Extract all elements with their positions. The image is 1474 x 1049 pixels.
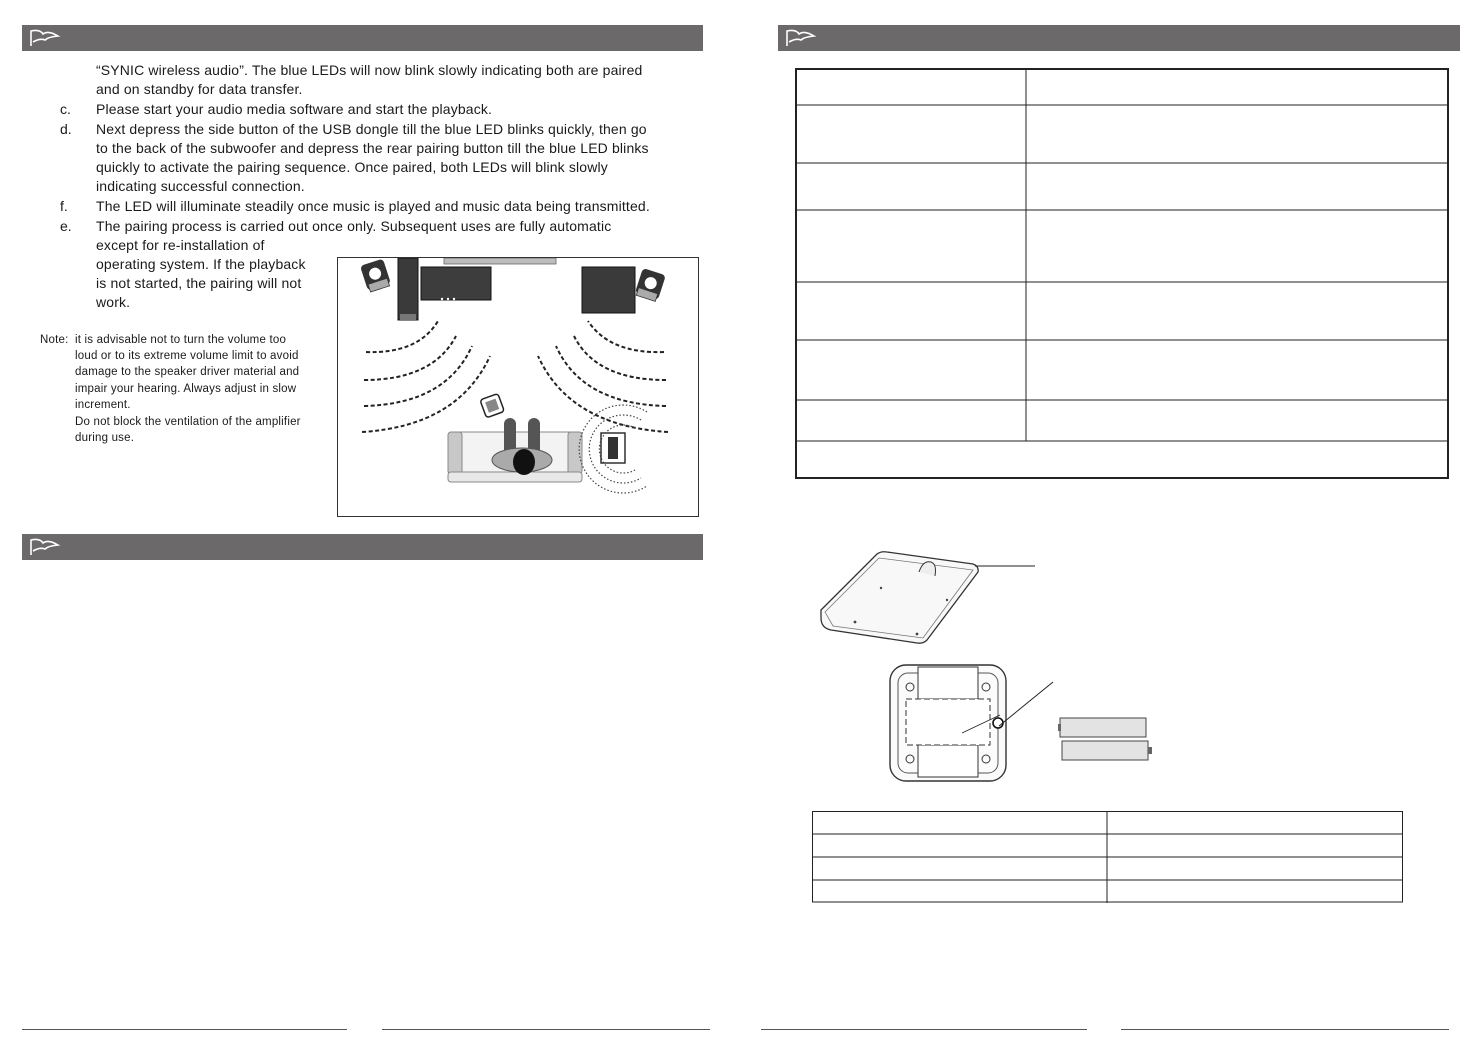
- remote-control-angled-illustration: [815, 548, 1045, 648]
- text-line: is not started, the pairing will not: [96, 275, 302, 291]
- text-line: Please start your audio media software and start the playback.: [96, 101, 493, 117]
- step-letter-f: f.: [60, 198, 68, 214]
- text-line: operating system. If the playback: [96, 256, 306, 272]
- left-sound-waves: [362, 321, 490, 432]
- section-header-bar-right-top: [778, 25, 1460, 51]
- note-label: Note:: [40, 334, 69, 346]
- text-line: Next depress the side button of the USB dongle till the blue LED blinks quickly, then go: [96, 121, 647, 137]
- note-line: increment.: [75, 399, 131, 412]
- wall-shelf: [444, 258, 556, 264]
- text-line: except for re-installation of: [96, 237, 265, 253]
- remote-angled-svg: [815, 548, 1045, 648]
- text-line: work.: [96, 294, 131, 310]
- specification-table: [795, 68, 1449, 479]
- text-line: indicating successful connection.: [96, 178, 305, 194]
- left-speaker-icon: [360, 259, 391, 293]
- note-line: impair your hearing. Always adjust in slow: [75, 382, 297, 395]
- flag-icon: [784, 28, 818, 48]
- bottom-table: [812, 811, 1403, 903]
- text-line: quickly to activate the pairing sequence. Once paired, both LEDs will blink slowly: [96, 159, 608, 175]
- note-first-line: it is advisable not to turn the volume too: [75, 334, 287, 346]
- text-line: The LED will illuminate steadily once music is played and music data being transmitted.: [96, 198, 650, 214]
- step-letter-e: e.: [60, 218, 72, 234]
- battery-icon: [1058, 716, 1154, 764]
- flag-icon: [28, 28, 62, 48]
- step-letter-d: d.: [60, 121, 72, 137]
- text-line: The pairing process is carried out once only. Subsequent uses are fully automatic: [96, 218, 612, 234]
- text-line: “SYNIC wireless audio”. The blue LEDs will now blink slowly indicating both are paired: [96, 62, 643, 78]
- footer-rule: [1121, 1029, 1449, 1030]
- step-c-text: [96, 100, 492, 119]
- spec-table-grid: [797, 70, 1447, 477]
- note-line: Do not block the ventilation of the amplifier: [75, 415, 301, 428]
- step-d-text: [96, 120, 649, 196]
- bottom-table-grid: [812, 811, 1403, 903]
- remote-battery-compartment-illustration: [888, 663, 1008, 783]
- wireless-subwoofer-icon: [579, 405, 647, 493]
- text-line: and on standby for data transfer.: [96, 81, 303, 97]
- right-cabinet: [582, 267, 635, 313]
- callout-line: [995, 680, 1057, 730]
- remote-back-svg: [888, 663, 1008, 783]
- note-body: [75, 348, 301, 446]
- note-line: loud or to its extreme volume limit to avoid: [75, 350, 299, 362]
- footer-rule: [761, 1029, 1087, 1030]
- usb-dongle-icon: [480, 394, 504, 418]
- text-line: to the back of the subwoofer and depress the rear pairing button till the blue LED blinks: [96, 140, 649, 156]
- section-header-bar-left-top: [22, 25, 703, 51]
- note-line: during use.: [75, 432, 135, 445]
- step-letter-c: c.: [60, 101, 71, 117]
- footer-rule: [382, 1029, 710, 1030]
- room-diagram: [338, 258, 698, 516]
- step-f-text: [96, 197, 650, 216]
- flag-icon: [28, 537, 62, 557]
- room-setup-illustration: [337, 257, 699, 517]
- footer-rule: [22, 1029, 347, 1030]
- note-line: damage to the speaker driver material and: [75, 366, 300, 379]
- continued-paragraph: [96, 61, 642, 99]
- subwoofer-tower: [398, 258, 418, 320]
- section-header-bar-left-bottom: [22, 534, 703, 560]
- amplifier-unit: [421, 267, 491, 300]
- right-speaker-icon: [634, 268, 665, 302]
- right-sound-waves: [538, 321, 668, 432]
